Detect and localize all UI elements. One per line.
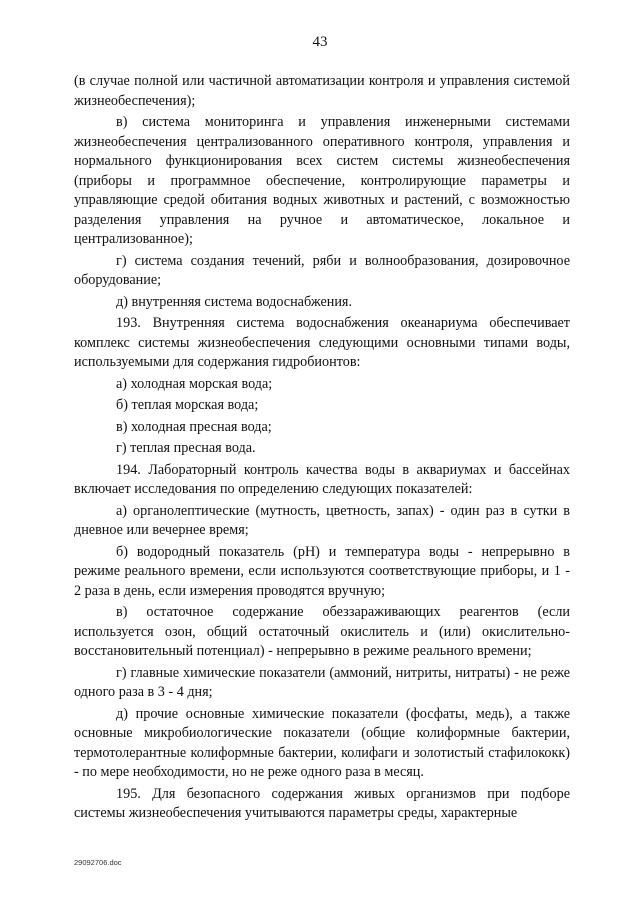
paragraph: д) прочие основные химические показатели (фосфаты, медь), а также основные микробиологические показатели (общие колиформные бактерии, термотолерантные колиформные бактерии, колифаги и золотистый стафилококк) - по мере необходимости, но не реже одного раза в месяц. [74,705,570,780]
paragraph: г) теплая пресная вода. [116,440,256,456]
paragraph: в) остаточное содержание обеззараживающих реагентов (если используется озон, общий остаточный окислитель и (или) окислительно-восстановительный потенциал) - непрерывно в режиме реального времени; [74,604,570,659]
paragraph: д) внутренняя система водоснабжения. [116,293,353,310]
file-name-footer: 29092706.doc [74,858,122,867]
paragraph: 193. Внутренняя система водоснабжения океанариума обеспечивает комплекс системы жизнеобеспечения следующими основными типами воды, используемыми для содержания гидробионтов: [74,315,570,370]
paragraph: 194. Лабораторный контроль качества воды в аквариумах и бассейнах включает исследования по определению следующих показателей: [74,461,570,497]
paragraph: в) холодная пресная вода; [116,418,272,435]
paragraph: а) органолептические (мутность, цветность, запах) - один раз в сутки в дневное или вечернее время; [74,502,570,538]
document-body [74,72,570,826]
paragraph: г) главные химические показатели (аммоний, нитриты, нитраты) - не реже одного раза в 3 - 4 дня; [74,664,570,700]
paragraph: а) холодная морская вода; [116,375,273,392]
paragraph: б) водородный показатель (рН) и температура воды - непрерывно в режиме реального времени, если используются соответствующие приборы, и 1 - 2 раза в день, если измерения проводятся вручную; [74,543,570,599]
paragraph: 195. Для безопасного содержания живых организмов при подборе системы жизнеобеспечения учитываются параметры среды, характерные [74,785,570,821]
paragraph: в) система мониторинга и управления инженерными системами жизнеобеспечения централизованного оперативного контроля, управления и нормального функционирования всех систем системы жизнеобеспечения (приборы и программное обеспечение, контролирующие параметры и управляющие средой обитания водных животных и растений, с возможностью разделения управления на ручное и автоматическое, локальное и централизованное); [74,114,570,247]
paragraph: г) система создания течений, ряби и волнообразования, дозировочное оборудование; [74,252,570,288]
paragraph: б) теплая морская вода; [116,397,259,413]
paragraph: (в случае полной или частичной автоматизации контроля и управления системой жизнеобеспечения); [74,73,570,109]
page-number: 43 [312,34,328,50]
